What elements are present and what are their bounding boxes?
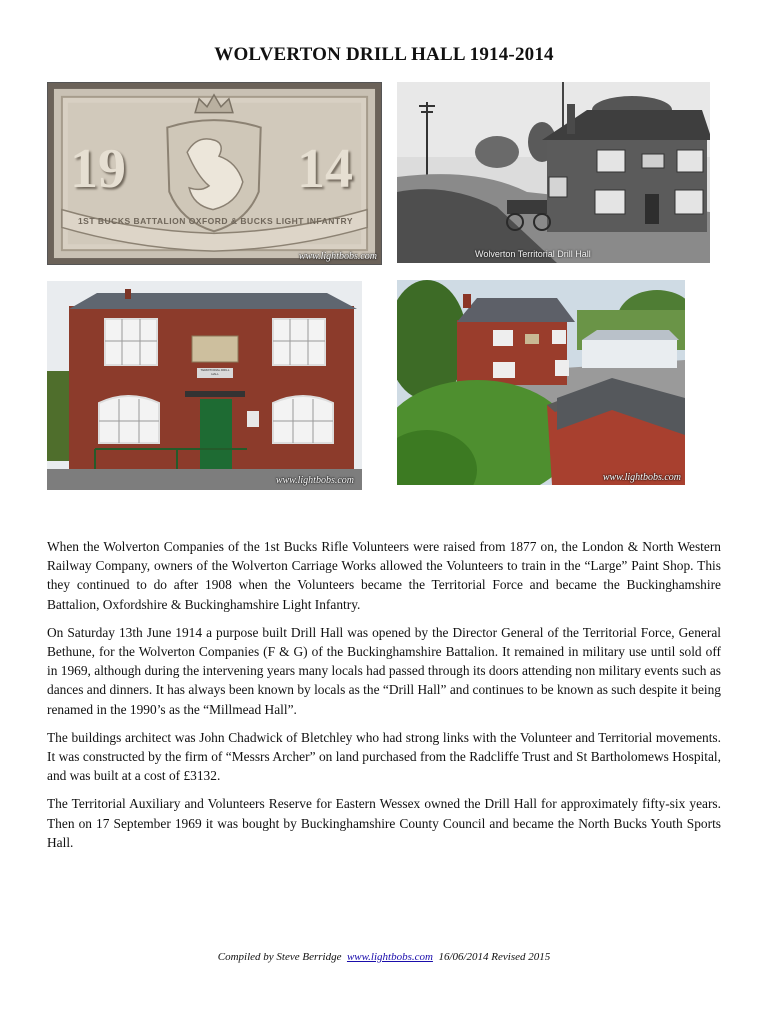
- footer: [0, 951, 768, 963]
- footer-compiler: Compiled by Steve Berridge: [217, 951, 342, 963]
- plaque-photo: [47, 82, 382, 265]
- front-watermark: www.lightbobs.com: [275, 475, 354, 486]
- front-sign-text: TERRITORIAL DRILL HALL: [200, 368, 230, 376]
- historic-photo: [397, 82, 710, 263]
- article-body: [47, 537, 721, 861]
- paragraph-1: When the Wolverton Companies of the 1st Bucks Rifle Volunteers were raised from 1877 on, the London & North Western Railway Company, owners of the Wolverton Carriage Works allowed the Volunteers to train in the “Large” Paint Shop. This they continued to do after 1908 when the Volunteers became the Territorial Force and became the Buckinghamshire Battalion, Oxfordshire & Buckinghamshire Light Infantry.: [47, 539, 721, 612]
- plaque-digits-right: 14: [297, 138, 353, 200]
- paragraph-3: The buildings architect was John Chadwick of Bletchley who had strong links with the Volunteer and Territorial movements. It was constructed by the firm of “Messrs Archer” on land purchased from the Radcliffe Trust and St Bartholomews Hospital, and was built at a cost of £3132.: [47, 729, 721, 784]
- plaque-scroll-text: 1ST BUCKS BATTALION OXFORD & BUCKS LIGHT INFANTRY: [77, 216, 354, 226]
- historic-caption: Wolverton Territorial Drill Hall: [475, 249, 591, 259]
- footer-date: 16/06/2014 Revised 2015: [438, 951, 551, 963]
- front-image: [47, 281, 362, 490]
- aerial-watermark: www.lightbobs.com: [602, 472, 681, 483]
- document-title: WOLVERTON DRILL HALL 1914-2014: [214, 44, 554, 65]
- plaque-watermark: www.lightbobs.com: [298, 251, 377, 262]
- footer-website-link[interactable]: www.lightbobs.com: [346, 951, 433, 963]
- historic-image: [397, 82, 710, 263]
- plaque-digits-left: 19: [70, 138, 126, 200]
- paragraph-4: The Territorial Auxiliary and Volunteers Reserve for Eastern Wessex owned the Drill Hall for approximately fifty-six years. Then on 17 September 1969 it was bought by Buckinghamshire County Council and became the North Bucks Youth Sports Hall.: [47, 796, 721, 850]
- front-photo: [47, 281, 362, 490]
- paragraph-2: On Saturday 13th June 1914 a purpose built Drill Hall was opened by the Director General of the Territorial Force, General Bethune, for the Wolverton Companies (F & G) of the Buckinghamshire Battalion. It remained in military use until sold off in 1969, although during the intervening years many locals had passed through its doors attending non military events such as dances and dinners. It has always been known by locals as the “Drill Hall” and continues to be known as such despite it being renamed in the 1990’s as the “Millmead Hall”.: [47, 624, 721, 717]
- aerial-image: [397, 280, 685, 485]
- aerial-photo: [397, 280, 685, 485]
